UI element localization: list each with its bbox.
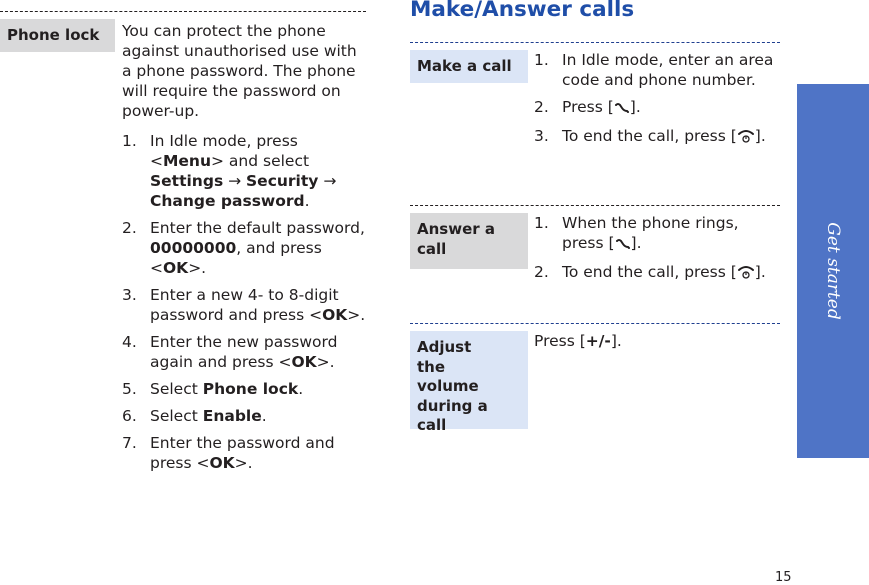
- adjust-volume-content: Press [+/-].: [534, 332, 622, 350]
- answer-call-steps: [534, 213, 779, 284]
- make-call-label: Make a call: [410, 50, 528, 83]
- list-item: 2. Enter the default password, 00000000, and press <OK>.: [122, 219, 365, 277]
- list-item: 3. To end the call, press [ ].: [534, 126, 779, 148]
- send-key-icon: [615, 235, 631, 255]
- list-item: 1. When the phone rings, press [ ].: [534, 213, 779, 255]
- list-item: 2. Press [ ].: [534, 97, 779, 119]
- end-key-icon: [737, 264, 755, 284]
- section-tab-label: Get started: [823, 222, 843, 320]
- volume-key: +/-: [585, 332, 611, 350]
- list-item: 5. Select Phone lock.: [122, 380, 304, 398]
- section-divider: [410, 323, 780, 324]
- list-item: 6. Select Enable.: [122, 407, 267, 425]
- list-item: 3. Enter a new 4- to 8-digit password and press <OK>.: [122, 286, 366, 324]
- page-title: Make/Answer calls: [410, 0, 635, 22]
- phone-lock-content: [122, 21, 367, 480]
- answer-call-content: [534, 213, 779, 291]
- phone-lock-steps: [122, 131, 367, 473]
- make-call-steps: [534, 50, 779, 148]
- phone-lock-label: [0, 19, 115, 52]
- page-number: 15: [775, 570, 792, 585]
- list-item: 4. Enter the new password again and press <OK>.: [122, 333, 338, 371]
- make-call-content: [534, 50, 779, 155]
- phone-lock-label-text: Phone lock: [7, 26, 100, 44]
- end-key-icon: [737, 128, 755, 148]
- section-divider: [410, 205, 780, 206]
- section-divider: [0, 11, 366, 12]
- adjust-volume-label: Adjust the volume during a call: [410, 331, 528, 429]
- list-item: 1. In Idle mode, press <Menu> and select Settings → Security → Change password.: [122, 132, 337, 210]
- section-divider: [410, 42, 780, 43]
- section-tab: [797, 84, 869, 458]
- send-key-icon: [614, 99, 630, 119]
- list-item: 2. To end the call, press [ ].: [534, 262, 779, 284]
- answer-call-label: Answer a call: [410, 213, 528, 269]
- list-item: 1. In Idle mode, enter an area code and phone number.: [534, 51, 774, 89]
- list-item: 7. Enter the password and press <OK>.: [122, 434, 335, 472]
- phone-lock-intro: You can protect the phone against unauthorised use with a phone password. The phone will require the password on power-up.: [122, 22, 357, 120]
